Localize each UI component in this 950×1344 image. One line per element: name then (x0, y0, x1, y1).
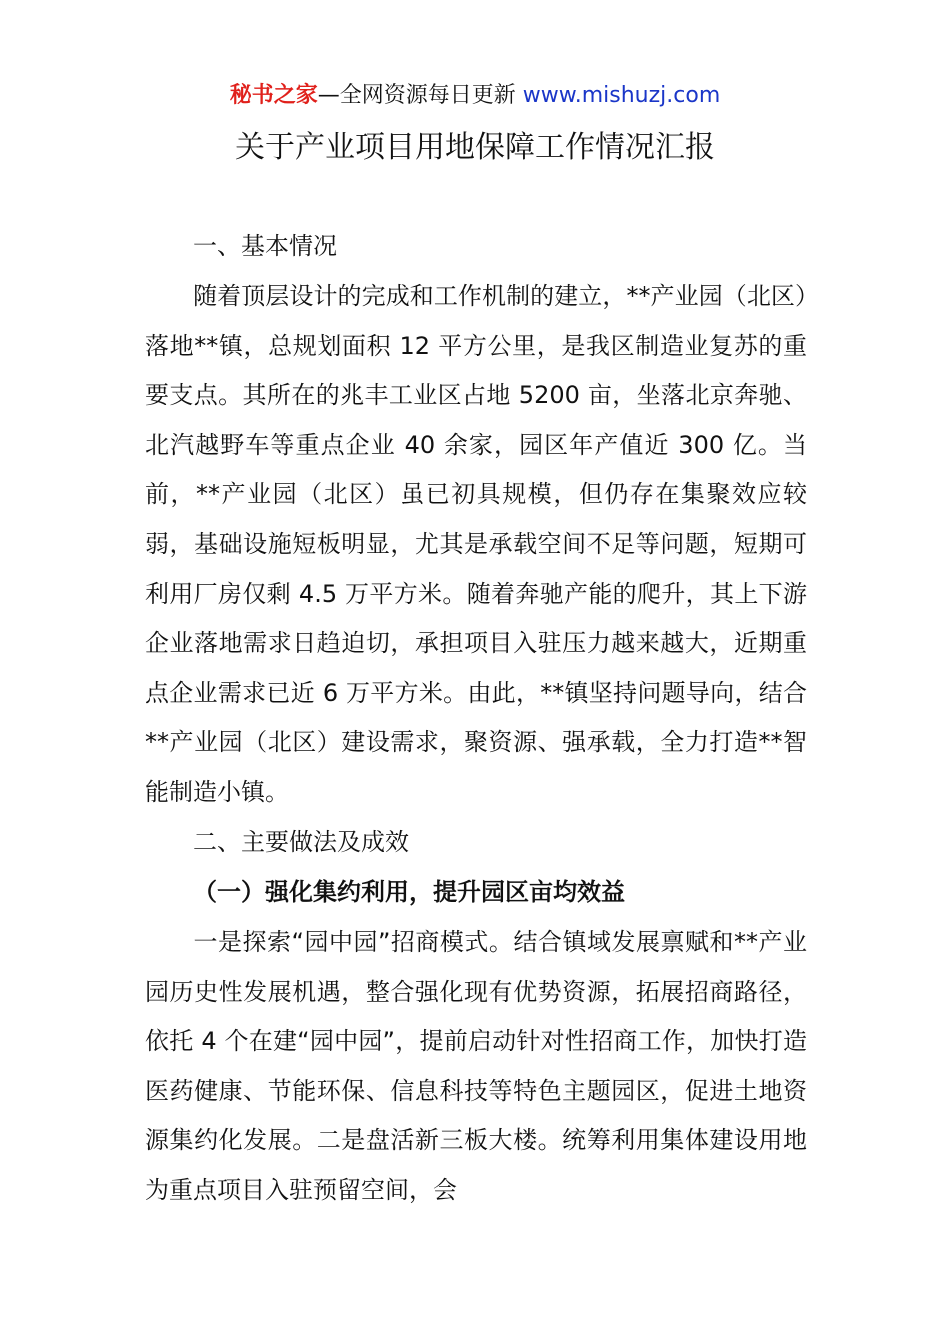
paragraph-basic-situation: 随着顶层设计的完成和工作机制的建立，**产业园（北区）落地**镇，总规划面积 12 平方公里，是我区制造业复苏的重要支点。其所在的兆丰工业区占地 5200 亩，坐落北京奔驰、北汽越野车等重点企业 40 余家，园区年产值近 300 亿。当前，**产业园（北区）虽已初具规模，但仍存在集聚效应较弱，基础设施短板明显，尤其是承载空间不足等问题，短期可利用厂房仅剩 4.5 万平方米。随着奔驰产能的爬升，其上下游企业落地需求日趋迫切，承担项目入驻压力越来越大，近期重点企业需求已近 6 万平方米。由此，**镇坚持问题导向，结合**产业园（北区）建设需求，聚资源、强承载，全力打造**智能制造小镇。 (145, 282, 807, 806)
header-tagline: —全网资源每日更新 (317, 83, 523, 108)
section-heading-measures: 二、主要做法及成效 (193, 828, 409, 856)
brand-name: 秘书之家 (229, 83, 318, 108)
paragraph-measures: 一是探索“园中园”招商模式。结合镇域发展禀赋和**产业园历史性发展机遇，整合强化现有优势资源，拓展招商路径，依托 4 个在建“园中园”，提前启动针对性招商工作，加快打造医药健康、节能环保、信息科技等特色主题园区，促进土地资源集约化发展。二是盘活新三板大楼。统筹利用集体建设用地为重点项目入驻预留空间，会 (145, 928, 807, 1204)
site-header (0, 82, 950, 110)
subsection-heading-intensive-use: （一）强化集约利用，提升园区亩均效益 (193, 878, 625, 906)
section-heading-basic: 一、基本情况 (193, 232, 337, 260)
document-title: 关于产业项目用地保障工作情况汇报 (235, 130, 715, 165)
site-url-link[interactable]: www.mishuzj.com (522, 83, 721, 108)
